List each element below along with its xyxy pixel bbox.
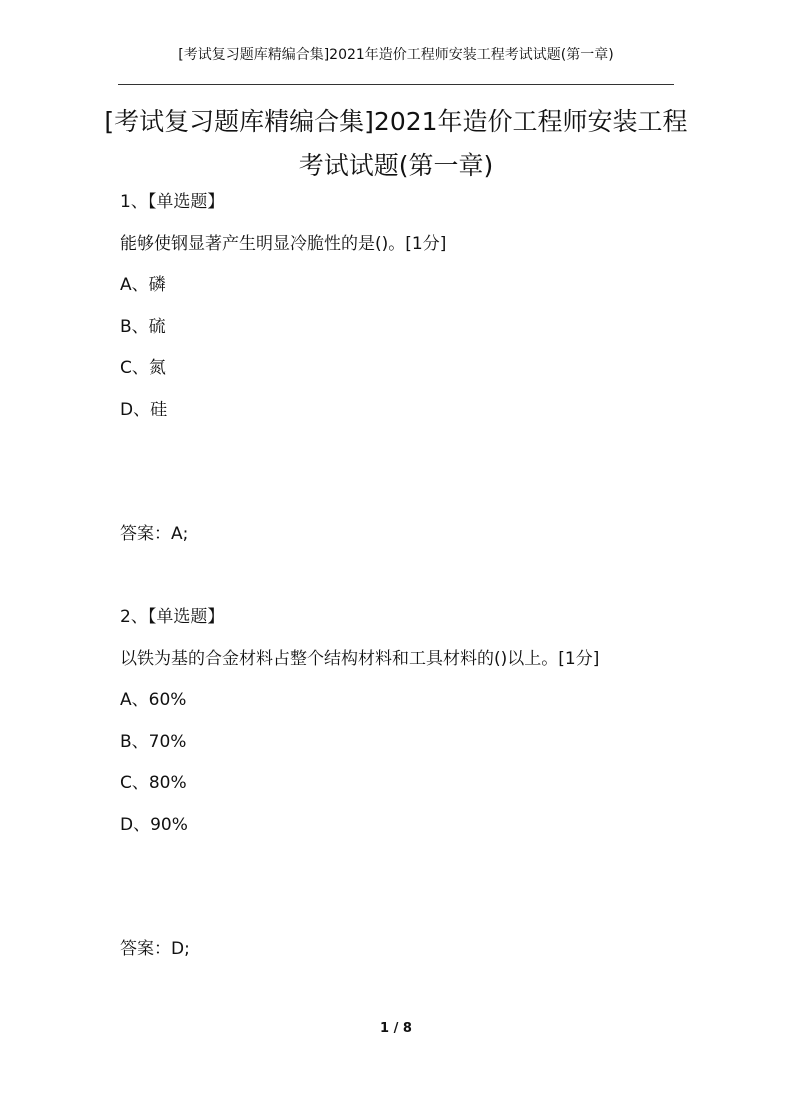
document-title-line-1: [考试复习题库精编合集]2021年造价工程师安装工程: [104, 107, 688, 136]
question-list: [120, 182, 680, 971]
question-2: [120, 597, 680, 971]
blank-space: [120, 431, 680, 514]
option-c: C、氮: [120, 358, 166, 378]
header-divider: [118, 84, 674, 85]
document-title: [100, 100, 692, 188]
question-heading: 1、【单选题】: [120, 192, 225, 212]
answer: 答案：D;: [120, 939, 190, 959]
option-a: A、60%: [120, 690, 187, 710]
document-title-line-2: 考试试题(第一章): [298, 151, 494, 180]
question-stem: 以铁为基的合金材料占整个结构材料和工具材料的()以上。[1分]: [120, 648, 600, 669]
blank-space: [120, 846, 680, 929]
option-d: D、90%: [120, 814, 188, 835]
question-stem: 能够使钢显著产生明显冷脆性的是()。[1分]: [120, 233, 447, 254]
option-c: C、80%: [120, 773, 187, 793]
option-a: A、磷: [120, 275, 166, 295]
option-b: B、硫: [120, 316, 166, 337]
blank-space: [120, 556, 680, 598]
answer: 答案：A;: [120, 524, 189, 544]
question-1: [120, 182, 680, 556]
running-header: [考试复习题库精编合集]2021年造价工程师安装工程考试试题(第一章): [178, 47, 614, 63]
option-d: D、硅: [120, 399, 168, 420]
option-b: B、70%: [120, 731, 187, 752]
question-heading: 2、【单选题】: [120, 607, 225, 627]
page-number: 1 / 8: [380, 1021, 412, 1036]
